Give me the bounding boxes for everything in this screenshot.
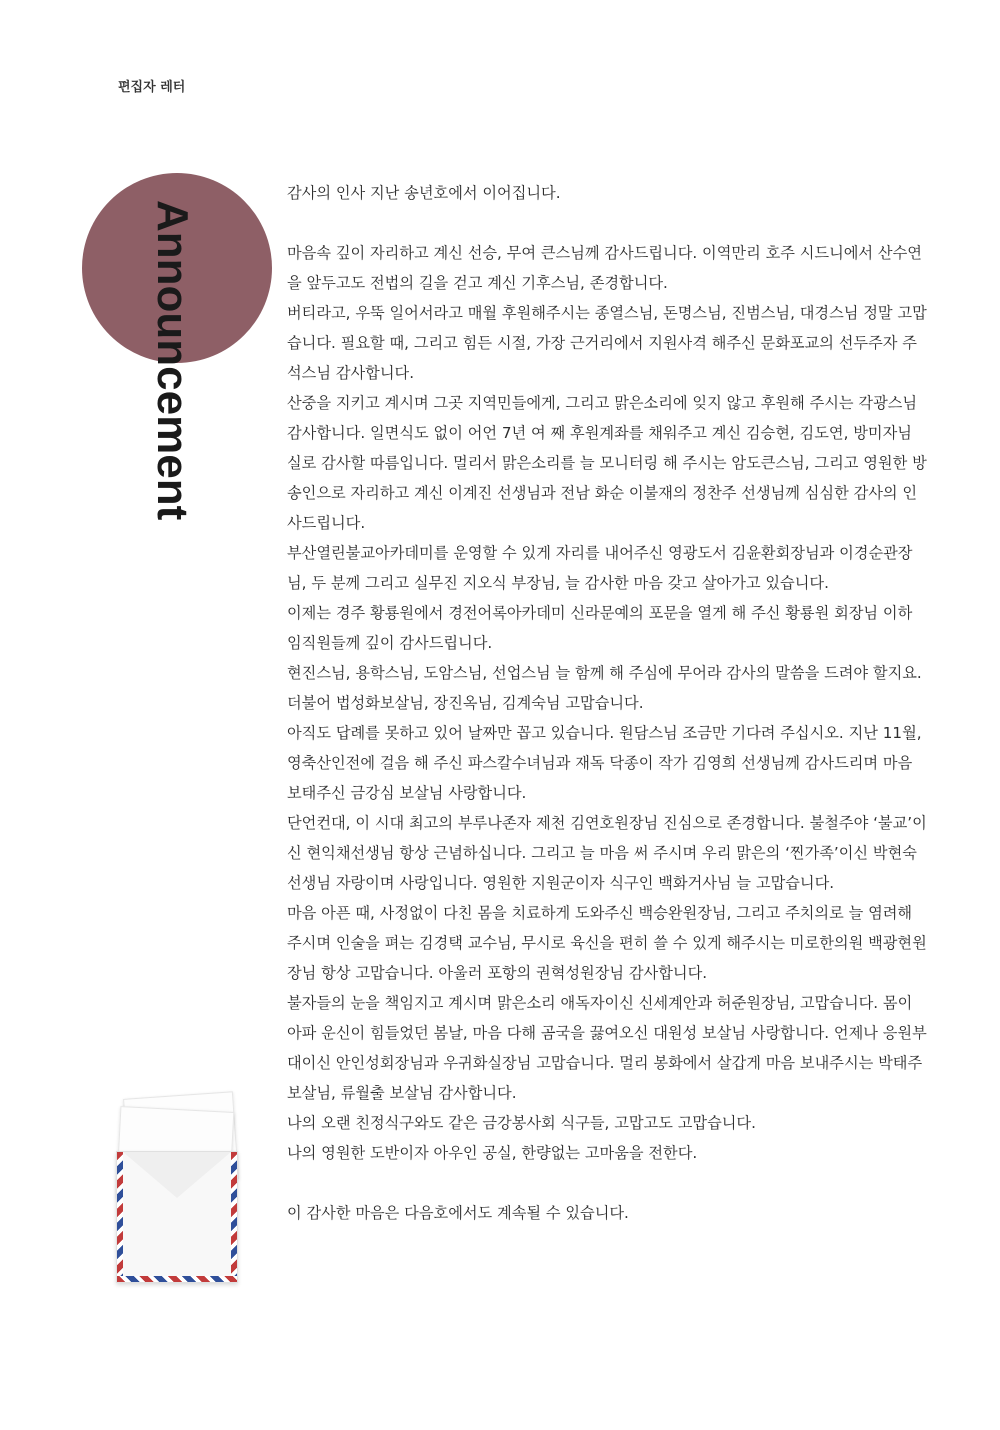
letter-body — [287, 178, 927, 1228]
letter-paragraph: 나의 영원한 도반이자 아우인 공실, 한량없는 고마움을 전한다. — [287, 1144, 698, 1162]
airmail-envelope — [116, 1151, 238, 1283]
airmail-stripe — [231, 1152, 237, 1282]
letter-outro: 이 감사한 마음은 다음호에서도 계속될 수 있습니다. — [287, 1204, 629, 1222]
letter-intro: 감사의 인사 지난 송년호에서 이어집니다. — [287, 184, 561, 202]
letter-paragraph: 아직도 답례를 못하고 있어 날짜만 꼽고 있습니다. 원담스님 조금만 기다려 주십시오. 지난 11월, 영축산인전에 걸음 해 주신 파스칼수녀님과 재독 닥종이 작가 김영희 선생님께 감사드리며 마음 보태주신 금강심 보살님 사랑합니다. — [287, 724, 922, 802]
envelope-flap — [123, 1152, 231, 1198]
vertical-title: Announcement — [148, 200, 197, 521]
envelope-illustration — [112, 1085, 242, 1285]
letter-paragraph: 현진스님, 용학스님, 도암스님, 선업스님 늘 함께 해 주심에 무어라 감사의 말씀을 드려야 할지요. 더불어 법성화보살님, 장진옥님, 김계숙님 고맙습니다. — [287, 664, 922, 712]
letter-paragraph: 나의 오랜 친정식구와도 같은 금강봉사회 식구들, 고맙고도 고맙습니다. — [287, 1114, 756, 1132]
section-label: 편집자 레터 — [118, 80, 186, 95]
letter-paragraph: 불자들의 눈을 책임지고 계시며 맑은소리 애독자이신 신세계안과 허준원장님, 고맙습니다. 몸이 아파 운신이 힘들었던 봄날, 마음 다해 곰국을 끓여오신 대원성 보살님 사랑합니다. 언제나 응원부대이신 안인성회장님과 우귀화실장님 고맙습니다. 멀리 봉화에서 살갑게 마음 보내주시는 박태주보살님, 류월출 보살님 감사합니다. — [287, 994, 927, 1102]
letter-paragraph: 부산열린불교아카데미를 운영할 수 있게 자리를 내어주신 영광도서 김윤환회장님과 이경순관장님, 두 분께 그리고 실무진 지오식 부장님, 늘 감사한 마음 갖고 살아가고 있습니다. — [287, 544, 913, 592]
letter-paragraph: 마음 아픈 때, 사정없이 다친 몸을 치료하게 도와주신 백승완원장님, 그리고 주치의로 늘 염려해 주시며 인술을 펴는 김경택 교수님, 무시로 육신을 편히 쓸 수 있게 해주시는 미로한의원 백광현원장님 항상 고맙습니다. 아울러 포항의 권혁성원장님 감사합니다. — [287, 904, 927, 982]
letter-paragraph: 이제는 경주 황룡원에서 경전어록아카데미 신라문예의 포문을 열게 해 주신 황룡원 회장님 이하 임직원들께 깊이 감사드립니다. — [287, 604, 913, 652]
letter-paragraph: 산중을 지키고 계시며 그곳 지역민들에게, 그리고 맑은소리에 잊지 않고 후원해 주시는 각광스님 감사합니다. 일면식도 없이 어언 7년 여 째 후원계좌를 채워주고 계신 김승현, 김도연, 방미자님 실로 감사할 따름입니다. 멀리서 맑은소리를 늘 모니터링 해 주시는 암도큰스님, 그리고 영원한 방송인으로 자리하고 계신 이계진 선생님과 전남 화순 이불재의 정찬주 선생님께 심심한 감사의 인사드립니다. — [287, 394, 927, 532]
letter-paragraph: 버티라고, 우뚝 일어서라고 매월 후원해주시는 종열스님, 돈명스님, 진범스님, 대경스님 정말 고맙습니다. 필요할 때, 그리고 힘든 시절, 가장 근거리에서 지원사격 해주신 문화포교의 선두주자 주석스님 감사합니다. — [287, 304, 927, 382]
airmail-stripe — [117, 1276, 237, 1282]
airmail-stripe — [117, 1152, 123, 1282]
letter-paragraph: 단언컨대, 이 시대 최고의 부루나존자 제천 김연호원장님 진심으로 존경합니다. 불철주야 ‘불교’이신 현익채선생님 항상 근념하십니다. 그리고 늘 마음 써 주시며 우리 맑은의 ‘찐가족’이신 박현숙선생님 자랑이며 사랑입니다. 영원한 지원군이자 식구인 백화거사님 늘 고맙습니다. — [287, 814, 927, 892]
letter-paragraph: 마음속 깊이 자리하고 계신 선승, 무여 큰스님께 감사드립니다. 이역만리 호주 시드니에서 산수연을 앞두고도 전법의 길을 걷고 계신 기후스님, 존경합니다. — [287, 244, 922, 292]
